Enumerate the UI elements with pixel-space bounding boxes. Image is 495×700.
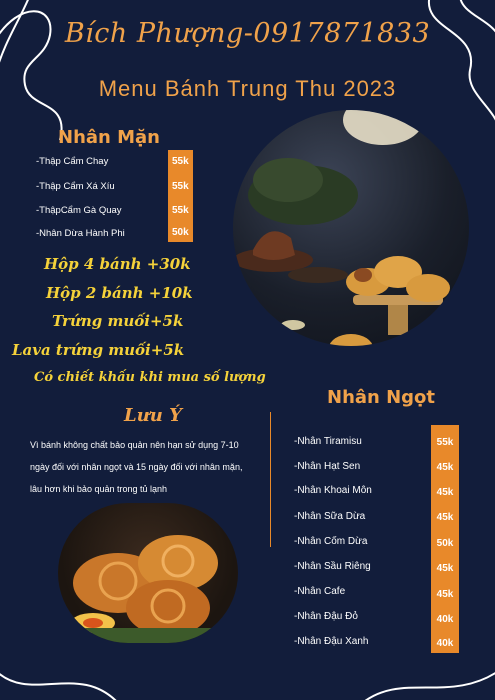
sweet-item: -Nhân Đậu Đỏ bbox=[294, 611, 358, 622]
note-line: Vì bánh không chất bảo quản nên hạn sử dụng 7-10 bbox=[30, 440, 239, 450]
sweet-price: 45k bbox=[436, 563, 454, 574]
sweet-item: -Nhân Tiramisu bbox=[294, 436, 362, 447]
sweet-price: 40k bbox=[436, 638, 454, 649]
note-line: ngày đối với nhân ngọt và 15 ngày đối với nhân mặn, bbox=[30, 462, 243, 472]
extra-box4: Hộp 4 bánh +30k bbox=[44, 255, 191, 273]
sweet-item: -Nhân Cafe bbox=[294, 586, 346, 597]
mooncake-teaset-illustration bbox=[233, 110, 469, 346]
savory-item: -Thập Cẩm Xá Xíu bbox=[36, 181, 115, 192]
savory-heading: Nhân Mặn bbox=[58, 127, 160, 148]
storage-note bbox=[30, 434, 270, 500]
sweet-price: 40k bbox=[436, 614, 454, 625]
note-heading: Lưu Ý bbox=[124, 405, 182, 426]
sweet-price: 50k bbox=[436, 538, 454, 549]
sweet-price: 45k bbox=[436, 462, 454, 473]
savory-price: 55k bbox=[172, 156, 189, 167]
note-line: lâu hơn khi bảo quản trong tủ lạnh bbox=[30, 484, 168, 494]
sweet-price: 55k bbox=[436, 437, 454, 448]
sweet-item: -Nhân Khoai Môn bbox=[294, 485, 372, 496]
sweet-price: 45k bbox=[436, 512, 454, 523]
sweet-item: -Nhân Cốm Dừa bbox=[294, 536, 368, 547]
shop-brand-phone: Bích Phượng-0917871833 bbox=[64, 18, 431, 49]
bulk-discount-note: Có chiết khấu khi mua số lượng bbox=[34, 370, 266, 385]
sweet-heading: Nhân Ngọt bbox=[327, 387, 436, 408]
extra-box2: Hộp 2 bánh +10k bbox=[46, 284, 193, 302]
extra-salted-egg: Trứng muối+5k bbox=[52, 312, 184, 330]
note-divider bbox=[270, 412, 271, 547]
savory-price: 55k bbox=[172, 181, 189, 192]
sweet-price: 45k bbox=[436, 487, 454, 498]
sweet-item: -Nhân Hạt Sen bbox=[294, 461, 361, 472]
sweet-price: 45k bbox=[436, 589, 454, 600]
savory-item: -ThậpCẩm Gà Quay bbox=[36, 205, 122, 216]
mooncakes-closeup-photo bbox=[58, 503, 238, 643]
savory-item: -Nhân Dừa Hành Phi bbox=[36, 228, 125, 239]
savory-item: -Thập Cẩm Chay bbox=[36, 156, 109, 167]
menu-title: Menu Bánh Trung Thu 2023 bbox=[98, 76, 397, 101]
sweet-item: -Nhân Sữa Dừa bbox=[294, 511, 366, 522]
mooncake-teaset-photo bbox=[233, 110, 469, 346]
extra-lava-egg: Lava trứng muối+5k bbox=[12, 341, 185, 359]
savory-price: 55k bbox=[172, 205, 189, 216]
decorative-swirl-bottom bbox=[0, 665, 495, 700]
sweet-item: -Nhân Sầu Riêng bbox=[294, 561, 371, 572]
sweet-item: -Nhân Đậu Xanh bbox=[294, 636, 369, 647]
mooncakes-closeup-illustration bbox=[58, 503, 238, 643]
savory-price: 50k bbox=[172, 227, 189, 238]
